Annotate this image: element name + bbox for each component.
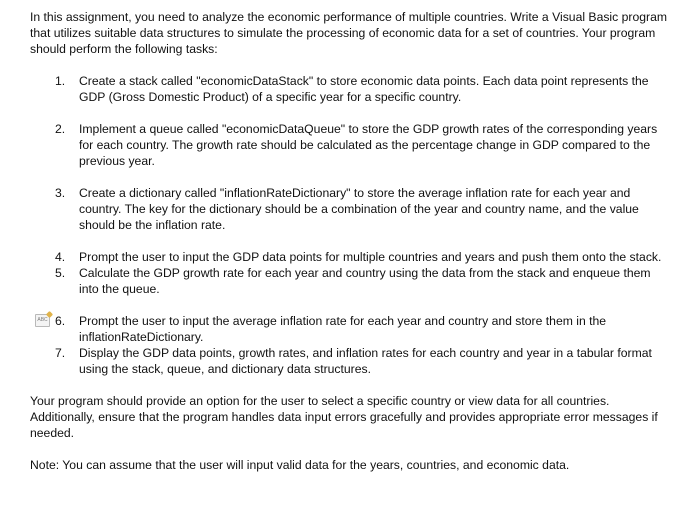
list-item-text: Prompt the user to input the average inflation rate for each year and country and store them in the inflationRateDictionary. [79,314,607,344]
list-item [30,185,670,233]
list-item-number: 2. [55,122,66,136]
list-item-text: Implement a queue called "economicDataQueue" to store the GDP growth rates of the corresponding years for each country. The growth rate should be calculated as the percentage change in GDP compared to the previous year. [79,122,658,168]
list-item-number: 4. [55,250,66,264]
list-item-number: 7. [55,346,66,360]
document-body [30,9,670,473]
spellcheck-icon[interactable]: ABC [35,314,50,327]
list-item-number: 1. [55,74,66,88]
list-item [30,249,670,265]
list-item [30,121,670,169]
list-item [30,265,670,297]
closing-paragraph: Your program should provide an option for the user to select a specific country or view data for all countries. Additionally, ensure that the program handles data input errors gracefully and provides appropriate error messages if needed. [30,394,658,440]
task-list [30,73,670,377]
list-item [30,345,670,377]
list-item-number: 5. [55,266,66,280]
list-item-text: Create a dictionary called "inflationRateDictionary" to store the average inflation rate for each year and country. The key for the dictionary should be a combination of the year and country name, and the value should be the inflation rate. [79,186,639,232]
note-paragraph: Note: You can assume that the user will input valid data for the years, countries, and economic data. [30,458,570,472]
list-item [30,73,670,105]
list-item-text: Calculate the GDP growth rate for each year and country using the data from the stack and enqueue them into the queue. [79,266,651,296]
list-item [30,313,670,345]
list-item-number: 3. [55,186,66,200]
list-item-text: Create a stack called "economicDataStack" to store economic data points. Each data point represents the GDP (Gross Domestic Product) of a specific year for a specific country. [79,74,649,104]
list-item-text: Prompt the user to input the GDP data points for multiple countries and years and push them onto the stack. [79,250,662,264]
intro-paragraph: In this assignment, you need to analyze the economic performance of multiple countries. Write a Visual Basic program that utilizes suitable data structures to simulate the processing of economic data for a set of countries. Your program should perform the following tasks: [30,10,668,56]
list-item-text: Display the GDP data points, growth rates, and inflation rates for each country and year in a tabular format using the stack, queue, and dictionary data structures. [79,346,652,376]
list-item-number: 6. [55,314,66,328]
